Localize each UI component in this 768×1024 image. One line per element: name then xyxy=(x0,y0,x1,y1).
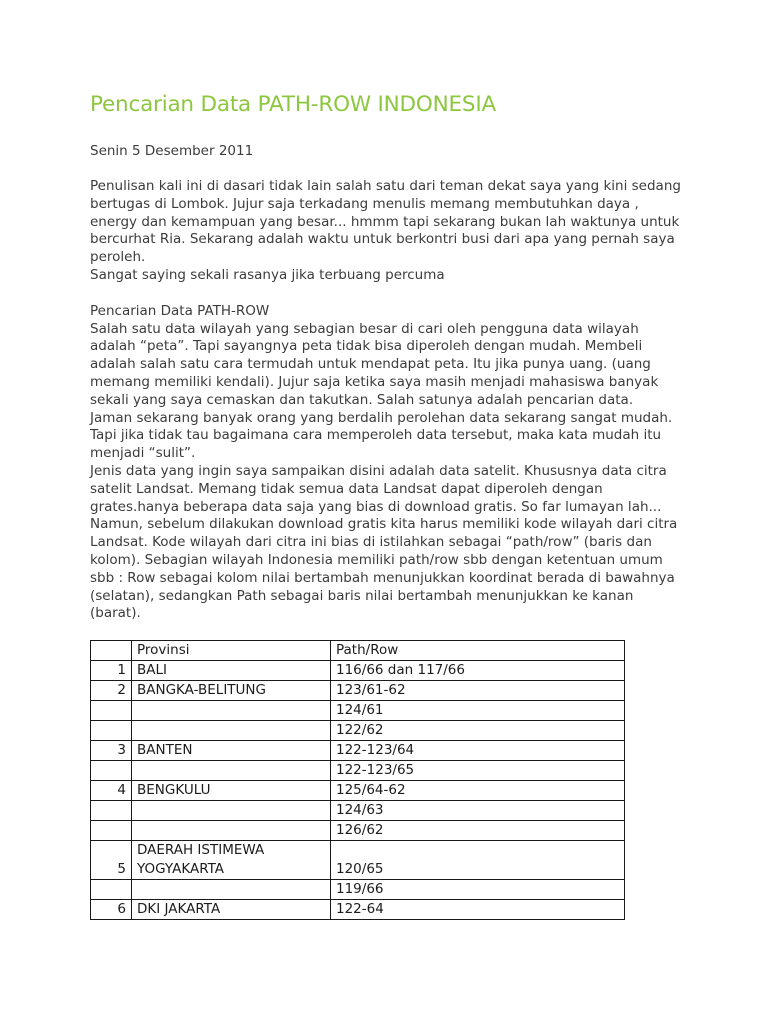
province-name: BANTEN xyxy=(137,742,193,758)
table-row xyxy=(91,801,625,821)
province-cell xyxy=(132,661,331,681)
row-number: 2 xyxy=(91,681,132,701)
text-line: Jenis data yang ingin saya sampaikan disini adalah data satelit. Khususnya data citra xyxy=(90,462,667,479)
province-cell xyxy=(132,880,331,900)
row-number xyxy=(91,761,132,781)
path-row-table xyxy=(90,640,625,920)
row-number: 3 xyxy=(91,741,132,761)
province-name: BANGKA-BELITUNG xyxy=(137,682,266,698)
table-row xyxy=(91,681,625,701)
section-heading: Pencarian Data PATH-ROW xyxy=(90,302,270,319)
province-cell xyxy=(132,801,331,821)
header-path-row: Path/Row xyxy=(331,641,625,661)
text-line: Salah satu data wilayah yang sebagian besar di cari oleh pengguna data wilayah xyxy=(90,320,639,337)
text-line: energy dan kemampuan yang besar... hmmm tapi sekarang bukan lah waktunya untuk xyxy=(90,213,680,230)
path-row-cell: 122-123/65 xyxy=(331,761,625,781)
text-line: kolom). Sebagian wilayah Indonesia memiliki path/row sbb dengan ketentuan umum xyxy=(90,551,663,568)
text-line: bertugas di Lombok. Jujur saja terkadang menulis memang membutuhkan daya , xyxy=(90,195,639,212)
table-row xyxy=(91,900,625,920)
table-row xyxy=(91,741,625,761)
row-number xyxy=(91,721,132,741)
row-number: 6 xyxy=(91,900,132,920)
table-row xyxy=(91,880,625,900)
table-row xyxy=(91,721,625,741)
path-row-cell: 120/65 xyxy=(331,841,625,880)
table-row xyxy=(91,841,625,880)
row-number xyxy=(91,821,132,841)
text-line: Penulisan kali ini di dasari tidak lain salah satu dari teman dekat saya yang kini sedang xyxy=(90,178,681,194)
text-line: sekali yang saya cemaskan dan takutkan. Salah satunya adalah pencarian data. xyxy=(90,391,634,408)
text-line: (selatan), sedangkan Path sebagai baris nilai bertambah menunjukkan ke kanan xyxy=(90,587,634,604)
row-number: 4 xyxy=(91,781,132,801)
province-name: BALI xyxy=(137,662,167,678)
text-line: (barat). xyxy=(90,605,141,622)
text-line: adalah “peta”. Tapi sayangnya peta tidak bisa diperoleh dengan mudah. Membeli xyxy=(90,338,643,355)
header-number xyxy=(91,641,132,661)
table-row xyxy=(91,701,625,721)
province-name: DAERAH ISTIMEWA xyxy=(137,842,265,858)
text-line: memang memiliki kendali). Jujur saja ketika saya masih menjadi mahasiswa banyak xyxy=(90,373,659,390)
header-provinsi: Provinsi xyxy=(132,641,331,661)
text-line: Jaman sekarang banyak orang yang berdalih perolehan data sekarang sangat mudah. xyxy=(90,409,673,426)
province-cell xyxy=(132,701,331,721)
path-row-cell: 122-64 xyxy=(331,900,625,920)
province-name: BENGKULU xyxy=(137,782,211,798)
province-cell xyxy=(132,721,331,741)
row-number xyxy=(91,880,132,900)
table-header-row xyxy=(91,641,625,661)
row-number xyxy=(91,801,132,821)
row-number xyxy=(91,701,132,721)
table-body xyxy=(91,661,625,920)
row-number: 5 xyxy=(91,841,132,880)
text-line: Landsat. Kode wilayah dari citra ini bias di istilahkan sebagai “path/row” (baris dan xyxy=(90,534,652,551)
page-title: Pencarian Data PATH-ROW INDONESIA xyxy=(90,92,496,117)
text-line: grates.hanya beberapa data saja yang bias di download gratis. So far lumayan lah... xyxy=(90,498,662,515)
text-line: peroleh. xyxy=(90,249,146,266)
post-date: Senin 5 Desember 2011 xyxy=(90,143,254,159)
table-row xyxy=(91,761,625,781)
row-number: 1 xyxy=(91,661,132,681)
path-row-cell: 122-123/64 xyxy=(331,741,625,761)
province-cell xyxy=(132,761,331,781)
document-page xyxy=(90,88,680,623)
text-line: menjadi “sulit”. xyxy=(90,445,196,462)
table-row xyxy=(91,781,625,801)
text-line: sbb : Row sebagai kolom nilai bertambah menunjukkan koordinat berada di bawahnya xyxy=(90,569,675,586)
province-cell xyxy=(132,741,331,761)
province-name: DKI JAKARTA xyxy=(137,901,221,917)
text-line: Sangat saying sekali rasanya jika terbuang percuma xyxy=(90,266,445,283)
table-row xyxy=(91,661,625,681)
body-paragraph xyxy=(90,303,680,623)
path-row-cell: 126/62 xyxy=(331,821,625,841)
table-row xyxy=(91,821,625,841)
intro-paragraph xyxy=(90,178,680,285)
path-row-cell: 123/61-62 xyxy=(331,681,625,701)
path-row-cell: 125/64-62 xyxy=(331,781,625,801)
path-row-cell: 122/62 xyxy=(331,721,625,741)
text-line: Namun, sebelum dilakukan download gratis kita harus memiliki kode wilayah dari citra xyxy=(90,516,678,533)
province-cell xyxy=(132,781,331,801)
path-row-cell: 124/63 xyxy=(331,801,625,821)
text-line: bercurhat Ria. Sekarang adalah waktu untuk berkontri busi dari apa yang pernah saya xyxy=(90,231,675,248)
path-row-cell: 124/61 xyxy=(331,701,625,721)
province-cell xyxy=(132,900,331,920)
path-row-cell: 116/66 dan 117/66 xyxy=(331,661,625,681)
province-cell xyxy=(132,841,331,880)
text-line: adalah salah satu cara termudah untuk mendapat peta. Itu jika punya uang. (uang xyxy=(90,356,651,373)
province-name: YOGYAKARTA xyxy=(137,861,225,877)
text-line: satelit Landsat. Memang tidak semua data Landsat dapat diperoleh dengan xyxy=(90,480,603,497)
path-row-cell: 119/66 xyxy=(331,880,625,900)
province-cell xyxy=(132,681,331,701)
text-line: Tapi jika tidak tau bagaimana cara memperoleh data tersebut, maka kata mudah itu xyxy=(90,427,662,444)
province-cell xyxy=(132,821,331,841)
